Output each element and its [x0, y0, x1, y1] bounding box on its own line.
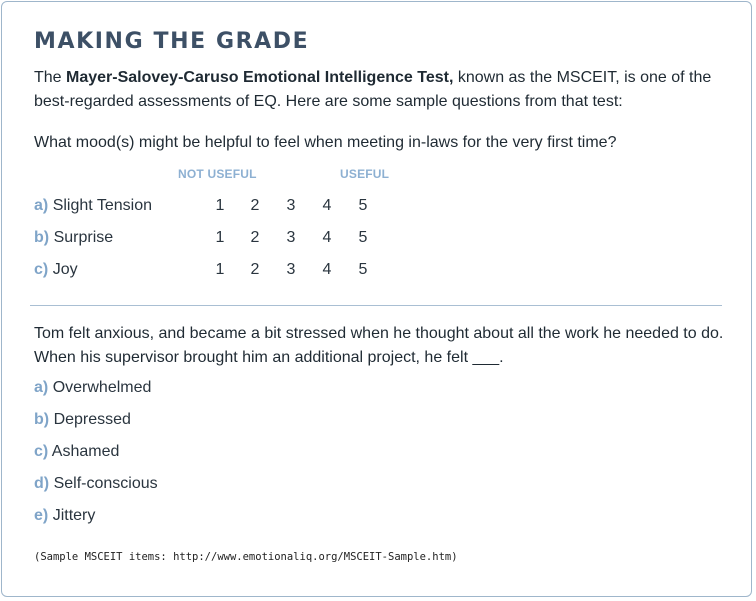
- scale-low-label: NOT USEFUL: [178, 167, 257, 181]
- option-label: Depressed: [53, 411, 131, 428]
- answer-option[interactable]: [34, 410, 131, 430]
- info-card: [1, 1, 752, 597]
- intro-rest: known as the MSCEIT, is one of the best-regarded assessments of EQ. Here are some sample questions from that test:: [34, 69, 712, 110]
- rating-4[interactable]: 4: [322, 261, 332, 278]
- rating-3[interactable]: 3: [286, 261, 296, 278]
- question-2-text: [34, 322, 734, 370]
- rating-5[interactable]: 5: [358, 261, 368, 278]
- rating-4[interactable]: 4: [322, 197, 332, 214]
- option-letter: b): [34, 411, 50, 428]
- answer-option[interactable]: [34, 378, 151, 398]
- rating-2[interactable]: 2: [250, 229, 260, 246]
- option-letter: a): [34, 197, 49, 214]
- option-label: Overwhelmed: [52, 379, 152, 396]
- option-label: Surprise: [53, 229, 114, 246]
- option-label: Jittery: [52, 507, 96, 524]
- page-title: MAKING THE GRADE: [34, 29, 310, 54]
- option-label: Slight Tension: [52, 197, 153, 214]
- option-label: Ashamed: [51, 443, 120, 460]
- rating-row: [34, 196, 434, 216]
- answer-option[interactable]: [34, 506, 95, 526]
- option-letter: c): [34, 443, 49, 460]
- rating-1[interactable]: 1: [215, 197, 225, 214]
- option-label: Self-conscious: [53, 475, 158, 492]
- option-letter: b): [34, 229, 50, 246]
- option-letter: e): [34, 507, 49, 524]
- rating-3[interactable]: 3: [286, 197, 296, 214]
- rating-row: [34, 228, 434, 248]
- option-letter: d): [34, 475, 50, 492]
- answer-option[interactable]: [34, 474, 158, 494]
- intro-paragraph: [34, 66, 724, 114]
- question-2-line-2: When his supervisor brought him an additional project, he felt ___.: [34, 349, 504, 366]
- rating-3[interactable]: 3: [286, 229, 296, 246]
- source-citation: (Sample MSCEIT items: http://www.emotionaliq.org/MSCEIT-Sample.htm): [34, 551, 458, 563]
- rating-5[interactable]: 5: [358, 197, 368, 214]
- option-label: Joy: [52, 261, 78, 278]
- section-divider: [30, 305, 722, 306]
- rating-1[interactable]: 1: [215, 261, 225, 278]
- option-letter: a): [34, 379, 49, 396]
- rating-2[interactable]: 2: [250, 197, 260, 214]
- option-letter: c): [34, 261, 49, 278]
- rating-row: [34, 260, 434, 280]
- question-2-line-1: Tom felt anxious, and became a bit stressed when he thought about all the work he needed to do.: [34, 325, 724, 342]
- rating-2[interactable]: 2: [250, 261, 260, 278]
- question-1-text: What mood(s) might be helpful to feel when meeting in-laws for the very first time?: [34, 134, 617, 151]
- rating-5[interactable]: 5: [358, 229, 368, 246]
- intro-test-name: Mayer-Salovey-Caruso Emotional Intelligence Test,: [66, 69, 454, 86]
- intro-prefix: The: [34, 69, 67, 86]
- scale-high-label: USEFUL: [340, 167, 390, 181]
- rating-4[interactable]: 4: [322, 229, 332, 246]
- answer-option[interactable]: [34, 442, 119, 462]
- rating-1[interactable]: 1: [215, 229, 225, 246]
